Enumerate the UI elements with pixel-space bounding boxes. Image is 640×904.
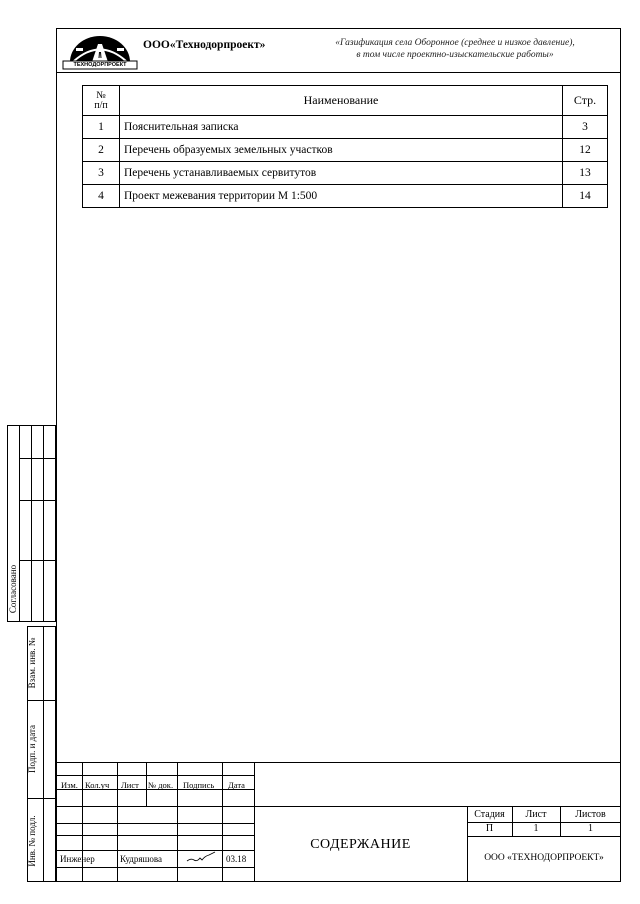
- sheets-value: 1: [588, 823, 593, 834]
- logo-caption: ТЕХНОДОРПРОЕКТ: [73, 62, 127, 68]
- agreement-divider: [19, 560, 56, 561]
- contents-header-row: [83, 86, 608, 116]
- project-title-line1: «Газификация села Оборонное (среднее и низкое давление),: [335, 38, 575, 48]
- title-block-row-line: [56, 867, 254, 868]
- signature-icon: [185, 850, 217, 864]
- col-quantity: Кол.уч: [85, 780, 110, 790]
- signature-date-label: Подп. и дата: [27, 724, 37, 774]
- sheet-value: 1: [533, 823, 539, 834]
- title-block-row-line: [56, 806, 621, 807]
- col-date: Дата: [228, 780, 245, 790]
- row-page: 3: [563, 116, 608, 139]
- row-name: Пояснительная записка: [120, 116, 563, 139]
- title-block-column-line: [177, 762, 178, 882]
- col-signature: Подпись: [183, 780, 215, 790]
- signer-name: Кудряшова: [120, 854, 163, 864]
- inventory-divider: [43, 626, 44, 882]
- company-logo: [62, 30, 138, 70]
- col-name-header: Наименование: [120, 86, 563, 116]
- signer-role: Инженер: [60, 854, 95, 864]
- organization-name: ООО «ТЕХНОДОРПРОЕКТ»: [484, 853, 604, 863]
- title-block-row-line: [56, 850, 254, 851]
- title-block-column-line: [254, 762, 255, 882]
- title-block-row-line: [56, 775, 254, 776]
- signer-date: 03.18: [226, 854, 247, 864]
- agreed-label: Согласовано: [8, 564, 18, 614]
- replaced-inventory-label: Взам. инв. №: [27, 637, 37, 689]
- row-name: Перечень устанавливаемых сервитутов: [120, 162, 563, 185]
- row-page: 14: [563, 185, 608, 208]
- row-number: 4: [83, 185, 120, 208]
- title-block-row-line: [56, 835, 254, 836]
- project-title-line2: в том числе проектно-изыскательские работы»: [356, 50, 554, 60]
- stage-value: П: [485, 823, 494, 834]
- agreement-divider: [19, 500, 56, 501]
- contents-table: [82, 85, 608, 208]
- contents-row: [83, 185, 608, 208]
- agreement-divider: [31, 425, 32, 622]
- title-block-column-line: [82, 762, 83, 882]
- col-page-header: Стр.: [563, 86, 608, 116]
- row-number: 1: [83, 116, 120, 139]
- company-name: ООО«Технодорпроект»: [143, 39, 266, 51]
- row-number: 3: [83, 162, 120, 185]
- sheet-label: Лист: [525, 809, 547, 820]
- stage-row-line: [467, 836, 621, 837]
- contents-row: [83, 139, 608, 162]
- sheets-label: Листов: [575, 809, 606, 820]
- col-sheet: Лист: [121, 780, 139, 790]
- col-doc-number: № док.: [148, 780, 174, 790]
- col-change: Изм.: [61, 780, 78, 790]
- stage-label: Стадия: [474, 809, 505, 820]
- title-block-column-line: [146, 762, 147, 806]
- row-page: 12: [563, 139, 608, 162]
- row-name: Перечень образуемых земельных участков: [120, 139, 563, 162]
- agreement-divider: [43, 425, 44, 622]
- document-title: СОДЕРЖАНИЕ: [310, 837, 411, 852]
- row-page: 13: [563, 162, 608, 185]
- title-block-column-line: [117, 762, 118, 882]
- header-divider: [56, 72, 621, 73]
- agreement-divider: [19, 458, 56, 459]
- number-sign: №: [96, 89, 106, 101]
- contents-row: [83, 162, 608, 185]
- title-block-row-line: [56, 823, 254, 824]
- project-title: [300, 37, 610, 61]
- original-inventory-label: Инв. № подл.: [27, 815, 37, 867]
- agreement-divider: [19, 425, 20, 622]
- col-number-header: [83, 86, 120, 116]
- contents-row: [83, 116, 608, 139]
- row-number: 2: [83, 139, 120, 162]
- title-block-column-line: [222, 762, 223, 882]
- title-block-top-line: [56, 762, 621, 763]
- number-abbrev: п/п: [94, 99, 108, 111]
- row-name: Проект межевания территории М 1:500: [120, 185, 563, 208]
